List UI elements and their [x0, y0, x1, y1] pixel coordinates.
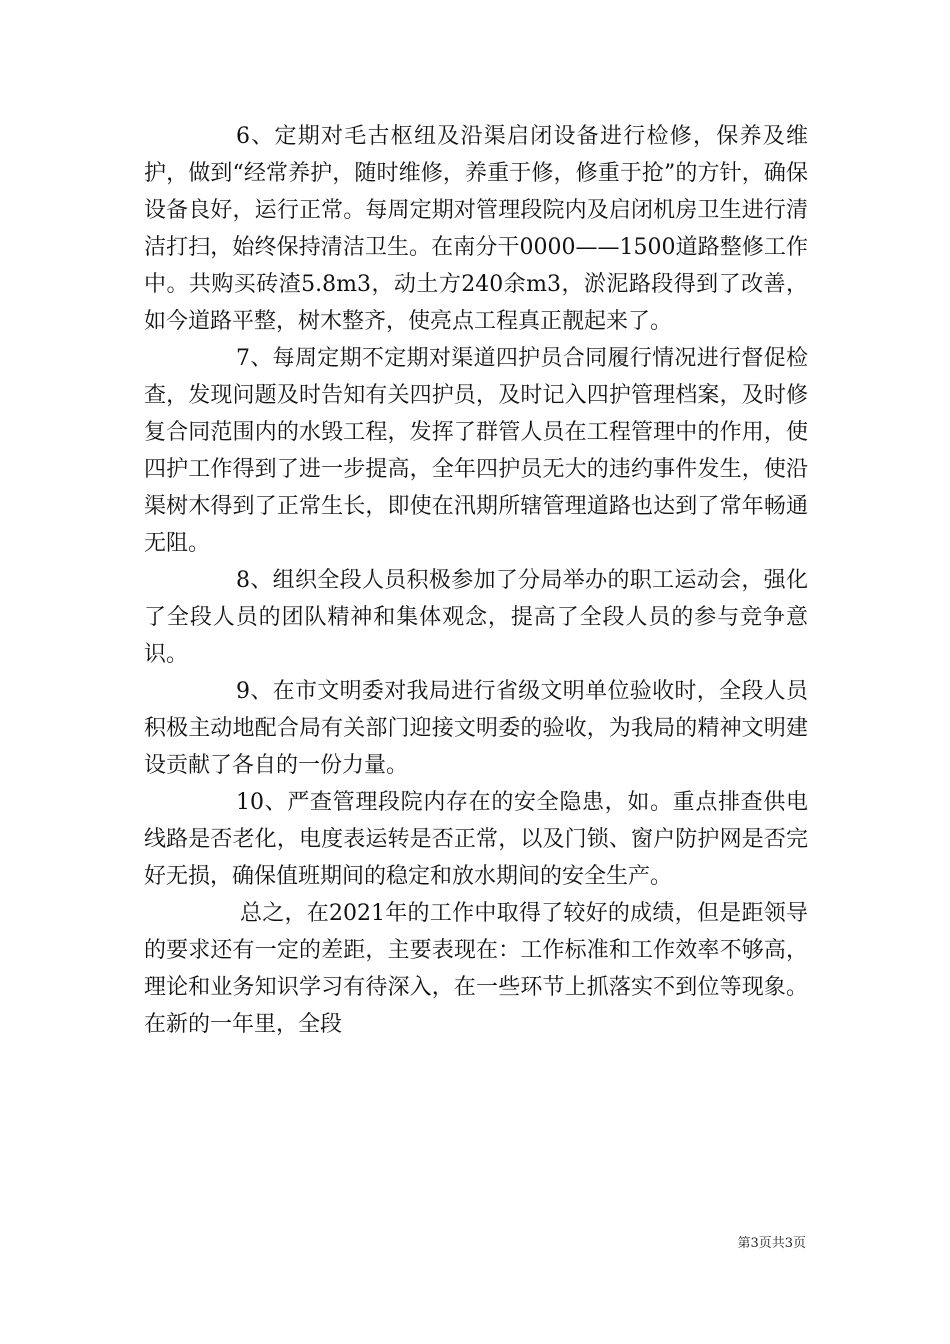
- paragraph-item-6: 6、定期对毛古枢纽及沿渠启闭设备进行检修，保养及维护，做到“经常养护，随时维修，养重于修，修重于抢”的方针，确保设备良好，运行正常。每周定期对管理段院内及启闭机房卫生进行清洁打扫，始终保持清洁卫生。在南分干0000——1500道路整修工作中。共购买砖渣5.8m3，动土方240余m3，淤泥路段得到了改善，如今道路平整，树木整齐，使亮点工程真正靓起来了。: [144, 124, 808, 334]
- page-number-footer: 第3页共3页: [737, 1236, 806, 1251]
- document-body: [144, 118, 808, 1043]
- paragraph-item-8: 8、组织全段人员积极参加了分局举办的职工运动会，强化了全段人员的团队精神和集体观念，提高了全段人员的参与竞争意识。: [144, 568, 808, 667]
- paragraph-summary: 总之，在2021年的工作中取得了较好的成绩，但是距领导的要求还有一定的差距，主要表现在：工作标准和工作效率不够高，理论和业务知识学习有待深入，在一些环节上抓落实不到位等现象。在新的一年里，全段: [144, 901, 808, 1037]
- paragraph-item-7: 7、每周定期不定期对渠道四护员合同履行情况进行督促检查，发现问题及时告知有关四护员，及时记入四护管理档案，及时修复合同范围内的水毁工程，发挥了群管人员在工程管理中的作用，使四护工作得到了进一步提高，全年四护员无大的违约事件发生，使沿渠树木得到了正常生长，即使在汛期所辖管理道路也达到了常年畅通无阻。: [144, 346, 808, 556]
- paragraph-item-9: 9、在市文明委对我局进行省级文明单位验收时，全段人员积极主动地配合局有关部门迎接文明委的验收，为我局的精神文明建设贡献了各自的一份力量。: [144, 679, 808, 778]
- paragraph-item-10: 10、严查管理段院内存在的安全隐患，如。重点排查供电线路是否老化，电度表运转是否正常，以及门锁、窗户防护网是否完好无损，确保值班期间的稳定和放水期间的安全生产。: [144, 790, 808, 889]
